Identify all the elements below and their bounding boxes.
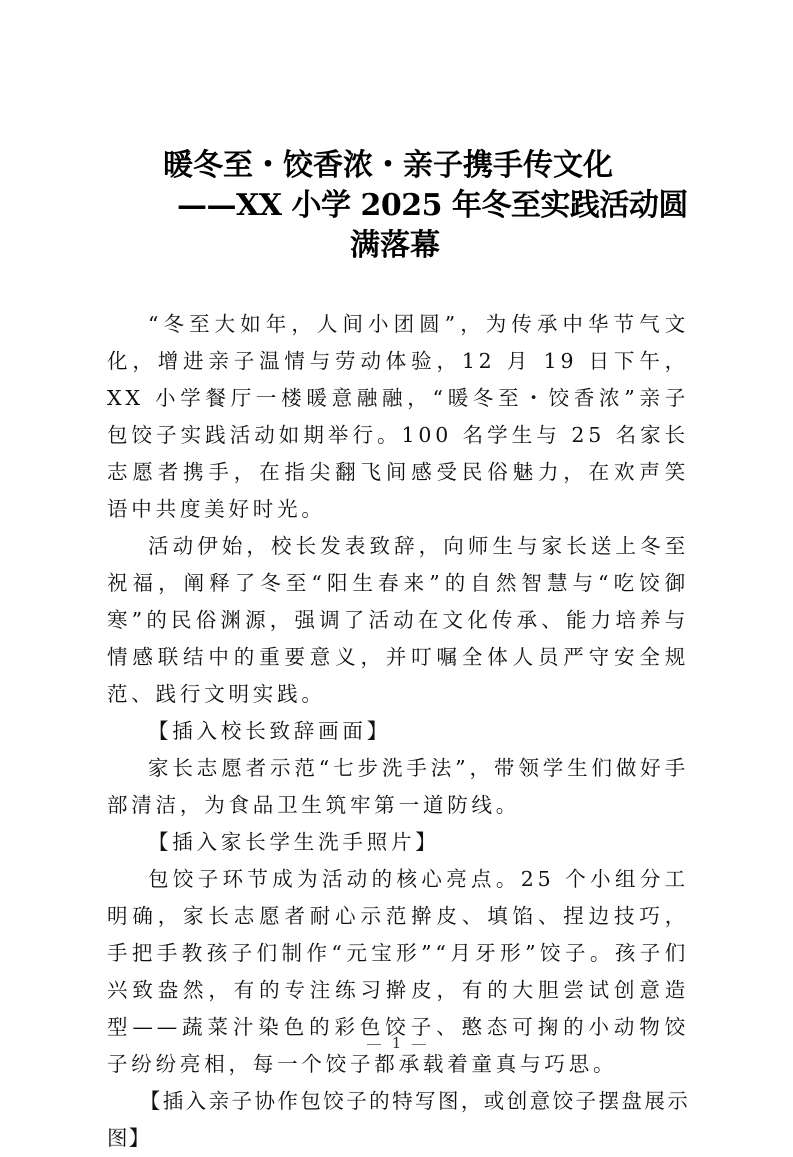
document-body bbox=[107, 306, 689, 1157]
paragraph-intro: “冬至大如年，人间小团圆”，为传承中华节气文化，增进亲子温情与劳动体验，12 月 19 日下午，XX 小学餐厅一楼暖意融融，“暖冬至・饺香浓”亲子包饺子实践活动如期举行。100 名学生与 25 名家长志愿者携手，在指尖翻飞间感受民俗魅力，在欢声笑语中共度美好时光。 bbox=[107, 312, 689, 521]
image-placeholder-handwashing: 【插入家长学生洗手照片】 bbox=[148, 830, 440, 854]
image-placeholder-dumplings: 【插入亲子协作包饺子的特写图，或创意饺子摆盘展示图】 bbox=[107, 1089, 689, 1150]
document-title bbox=[0, 146, 793, 266]
title-line-1: 暖冬至・饺香浓・亲子携手传文化 bbox=[163, 148, 613, 183]
paragraph-handwashing: 家长志愿者示范“七步洗手法”，带领学生们做好手部清洁，为食品卫生筑牢第一道防线。 bbox=[107, 756, 689, 817]
paragraph-dumpling-making: 包饺子环节成为活动的核心亮点。25 个小组分工明确，家长志愿者耐心示范擀皮、填馅、捏边技巧，手把手教孩子们制作“元宝形”“月牙形”饺子。孩子们兴致盎然，有的专注练习擀皮，有的大胆尝试创意造型——蔬菜汁染色的彩色饺子、憨态可掬的小动物饺子纷纷亮相，每一个饺子都承载着童真与巧思。 bbox=[107, 867, 689, 1076]
page-footer bbox=[0, 1034, 793, 1052]
image-placeholder-principal-speech: 【插入校长致辞画面】 bbox=[148, 719, 391, 743]
page-number: 1 bbox=[391, 1034, 402, 1052]
paragraph-opening-speech: 活动伊始，校长发表致辞，向师生与家长送上冬至祝福，阐释了冬至“阳生春来”的自然智慧与“吃饺御寒”的民俗渊源，强调了活动在文化传承、能力培养与情感联结中的重要意义，并叮嘱全体人员严守安全规范、践行文明实践。 bbox=[107, 534, 689, 706]
title-line-2: ——XX 小学 2025 年冬至实践活动圆 bbox=[177, 188, 688, 223]
footer-dash-left bbox=[367, 1044, 381, 1045]
title-line-3: 满落幕 bbox=[350, 228, 440, 263]
footer-dash-right bbox=[412, 1044, 426, 1045]
